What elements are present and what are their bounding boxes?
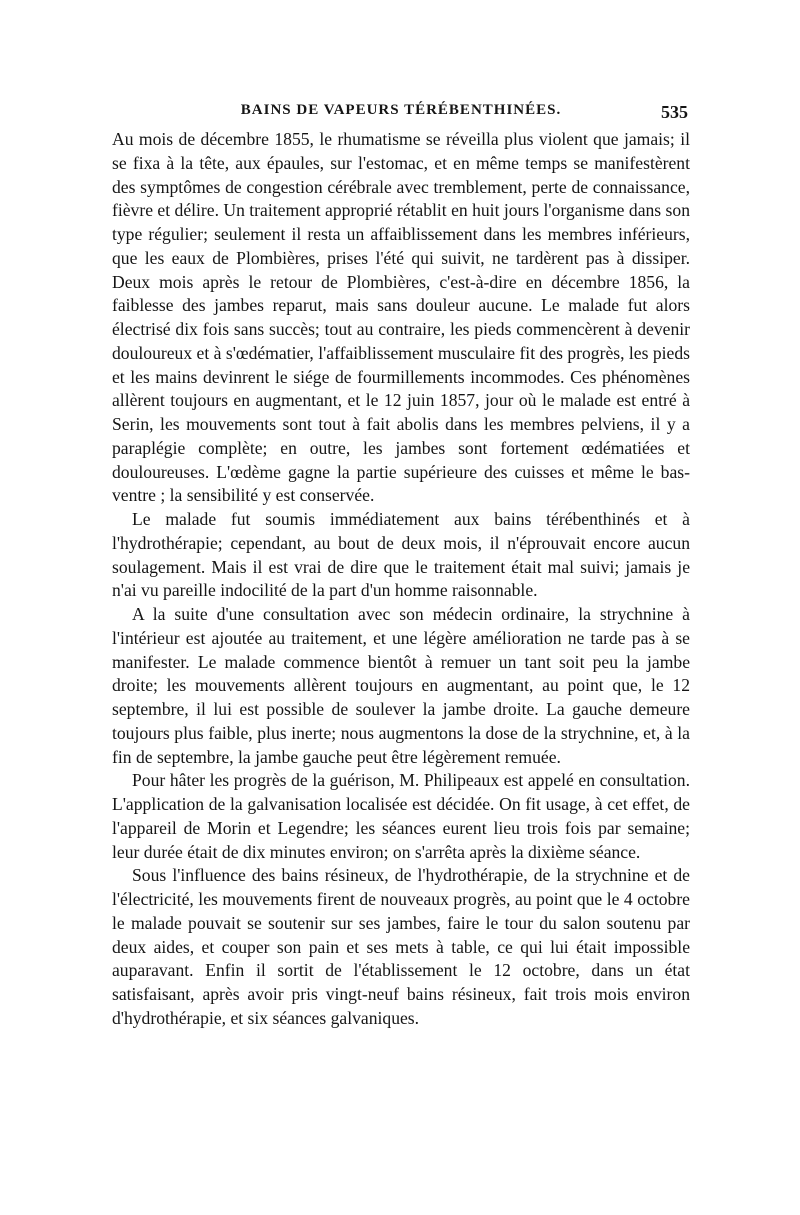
running-header: [112, 102, 690, 126]
paragraph-3: A la suite d'une consultation avec son médecin ordinaire, la strychnine à l'intérieur est ajoutée au traitement, et une légère amélioration ne tarde pas à se manifester. Le malade commence bientôt à remuer un tant soit peu la jambe droite; les mouvements allèrent toujours en augmentant, au point que, le 12 septembre, il lui est possible de soulever la jambe droite. La gauche demeure toujours plus faible, plus inerte; nous augmentons la dose de la strychnine, et, à la fin de septembre, la jambe gauche peut être légèrement remuée.: [112, 604, 690, 767]
paragraph-1: Au mois de décembre 1855, le rhumatisme se réveilla plus violent que jamais; il se fixa à la tête, aux épaules, sur l'estomac, et en même temps se manifestèrent des symptômes de congestion cérébrale avec tremblement, perte de connaissance, fièvre et délire. Un traitement approprié rétablit en huit jours l'organisme dans son type régulier; seulement il resta un affaiblissement dans les membres inférieurs, que les eaux de Plombières, prises l'été qui suivit, ne tardèrent pas à dissiper. Deux mois après le retour de Plombières, c'est-à-dire en décembre 1856, la faiblesse des jambes reparut, mais sans douleur aucune. Le malade fut alors électrisé dix fois sans succès; tout au contraire, les pieds commencèrent à devenir douloureux et à s'œdématier, l'affaiblissement musculaire fit des progrès, les pieds et les mains devinrent le siége de fourmillements incommodes. Ces phénomènes allèrent toujours en augmentant, et le 12 juin 1857, jour où le malade est entré à Serin, les mouvements sont tout à fait abolis dans les membres pelviens, il y a paraplégie complète; en outre, les jambes sont fortement œdématiées et douloureuses. L'œdème gagne la partie supérieure des cuisses et même le bas-ventre ; la sensibilité y est conservée.: [112, 129, 690, 506]
paragraph-2: Le malade fut soumis immédiatement aux bains térébenthinés et à l'hydrothérapie; cependant, au bout de deux mois, il n'éprouvait encore aucun soulagement. Mais il est vrai de dire que le traitement était mal suivi; jamais je n'ai vu pareille indocilité de la part d'un homme raisonnable.: [112, 509, 690, 601]
running-title: BAINS DE VAPEURS TÉRÉBENTHINÉES.: [240, 102, 562, 118]
book-page: [112, 102, 690, 1031]
paragraph-5: Sous l'influence des bains résineux, de l'hydrothérapie, de la strychnine et de l'électricité, les mouvements firent de nouveaux progrès, au point que le 4 octobre le malade pouvait se soutenir sur ses jambes, faire le tour du salon soutenu par deux aides, et couper son pain et ses mets à table, ce qui lui était impossible auparavant. Enfin il sortit de l'établissement le 12 octobre, dans un état satisfaisant, après avoir pris vingt-neuf bains résineux, fait trois mois environ d'hydrothérapie, et six séances galvaniques.: [112, 865, 690, 1028]
body-text: [112, 128, 690, 1031]
page-number: 535: [661, 102, 688, 122]
paragraph-4: Pour hâter les progrès de la guérison, M. Philipeaux est appelé en consultation. L'application de la galvanisation localisée est décidée. On fit usage, à cet effet, de l'appareil de Morin et Legendre; les séances eurent lieu trois fois par semaine; leur durée était de dix minutes environ; on s'arrêta après la dixième séance.: [112, 770, 690, 862]
